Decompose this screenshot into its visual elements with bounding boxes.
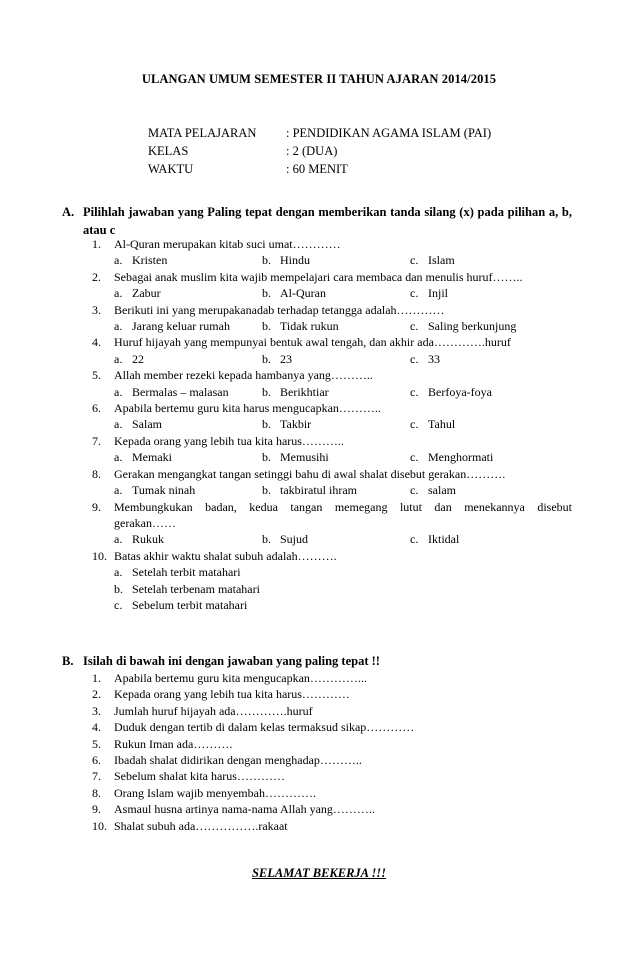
section-a-heading	[62, 203, 572, 239]
question-item	[92, 670, 572, 686]
question-text-continued: gerakan……	[114, 515, 176, 530]
answer-option	[410, 351, 440, 367]
question-item	[92, 466, 572, 482]
meta-value: : 2 (DUA)	[286, 144, 338, 158]
question-number: 6.	[92, 401, 101, 416]
question-item	[92, 719, 572, 735]
section-a-questions	[92, 236, 572, 613]
section-letter: B.	[62, 654, 74, 668]
question-text: Ibadah shalat didirikan dengan menghadap………..	[114, 753, 362, 768]
option-letter: a.	[114, 384, 123, 399]
question-text: Rukun Iman ada……….	[114, 736, 233, 751]
option-letter: b.	[262, 286, 271, 301]
option-text: Zabur	[132, 286, 161, 301]
option-letter: c.	[410, 351, 419, 366]
option-letter: a.	[114, 417, 123, 432]
question-text: Kepada orang yang lebih tua kita harus…………	[114, 687, 350, 702]
question-item	[92, 801, 572, 817]
option-text: Sujud	[280, 532, 309, 547]
option-letter: b.	[262, 351, 271, 366]
question-number: 9.	[92, 499, 101, 514]
section-b-heading	[62, 652, 380, 670]
option-letter: c.	[410, 384, 419, 399]
meta-key: WAKTU	[148, 162, 194, 176]
section-instruction: Isilah di bawah ini dengan jawaban yang paling tepat !!	[83, 654, 380, 668]
option-text: Tahul	[428, 417, 456, 432]
answer-option	[114, 318, 262, 334]
question-number: 5.	[92, 736, 101, 751]
option-text: 22	[132, 351, 144, 366]
option-letter: a.	[114, 450, 123, 465]
answer-option	[410, 531, 459, 547]
answer-options	[114, 384, 572, 400]
answer-options	[114, 252, 572, 268]
question-item	[92, 548, 572, 564]
meta-value: : PENDIDIKAN AGAMA ISLAM (PAI)	[286, 126, 492, 140]
answer-option	[114, 597, 572, 613]
option-letter: a.	[114, 483, 123, 498]
answer-option	[410, 252, 455, 268]
question-item	[92, 302, 572, 318]
option-letter: b.	[262, 483, 271, 498]
answer-option	[262, 252, 410, 268]
question-item	[92, 269, 572, 285]
question-number: 3.	[92, 703, 101, 718]
question-item	[92, 367, 572, 383]
question-item	[92, 334, 572, 350]
question-number: 8.	[92, 466, 101, 481]
question-text: Duduk dengan tertib di dalam kelas termaksud sikap…………	[114, 720, 415, 735]
exam-meta	[148, 124, 568, 178]
question-text: Kepada orang yang lebih tua kita harus………..	[114, 433, 344, 448]
option-text: Kristen	[132, 253, 168, 268]
answer-options	[114, 416, 572, 432]
option-text: Sebelum terbit matahari	[132, 597, 248, 612]
question-number: 1.	[92, 671, 101, 685]
option-text: Berikhtiar	[280, 384, 329, 399]
option-letter: b.	[262, 253, 271, 268]
answer-options	[114, 482, 572, 498]
question-number: 4.	[92, 720, 101, 735]
answer-option	[114, 482, 262, 498]
question-number: 4.	[92, 335, 101, 350]
answer-option	[410, 449, 493, 465]
option-letter: b.	[262, 450, 271, 465]
question-text: Gerakan mengangkat tangan setinggi bahu di awal shalat disebut gerakan……….	[114, 466, 506, 481]
question-number: 5.	[92, 368, 101, 383]
option-text: Al-Quran	[280, 286, 326, 301]
option-text: Menghormati	[428, 450, 494, 465]
option-text: Memaki	[132, 450, 172, 465]
option-text: Tumak ninah	[132, 483, 196, 498]
question-item	[92, 499, 572, 515]
question-number: 6.	[92, 753, 101, 768]
question-number: 10.	[92, 548, 107, 563]
option-text: Memusihi	[280, 450, 329, 465]
answer-options	[114, 285, 572, 301]
answer-option	[114, 449, 262, 465]
option-letter: b.	[114, 581, 123, 596]
option-text: 23	[280, 351, 292, 366]
option-letter: c.	[410, 483, 419, 498]
answer-option	[410, 416, 455, 432]
option-letter: c.	[114, 597, 123, 612]
option-text: Setelah terbit matahari	[132, 565, 241, 580]
option-text: Iktidal	[428, 532, 460, 547]
section-instruction: Pilihlah jawaban yang Paling tepat dengan memberikan tanda silang (x) pada pilihan a, b, atau c	[83, 205, 572, 237]
answer-option	[410, 285, 448, 301]
option-letter: c.	[410, 253, 419, 268]
option-text: 33	[428, 351, 440, 366]
answer-option	[114, 531, 262, 547]
question-text: Asmaul husna artinya nama-nama Allah yang………..	[114, 802, 375, 817]
question-text: Membungkukan badan, kedua tangan memegang lutut dan menekannya disebut	[114, 499, 572, 514]
meta-key: KELAS	[148, 144, 189, 158]
option-letter: c.	[410, 450, 419, 465]
exam-title: ULANGAN UMUM SEMESTER II TAHUN AJARAN 2014/2015	[141, 72, 497, 86]
meta-row-class	[148, 142, 568, 160]
answer-option	[410, 318, 516, 334]
question-text: Jumlah huruf hijayah ada………….huruf	[114, 703, 313, 718]
option-letter: b.	[262, 417, 271, 432]
question-number: 2.	[92, 269, 101, 284]
closing-message: SELAMAT BEKERJA !!!	[251, 866, 387, 880]
question-item	[92, 686, 572, 702]
option-letter: a.	[114, 565, 123, 580]
option-letter: a.	[114, 319, 123, 334]
option-letter: b.	[262, 532, 271, 547]
question-text: Sebagai anak muslim kita wajib mempelajari cara membaca dan menulis huruf……..	[114, 269, 523, 284]
question-number: 7.	[92, 433, 101, 448]
answer-option	[114, 351, 262, 367]
answer-option	[262, 416, 410, 432]
answer-option	[262, 318, 410, 334]
question-text: Shalat subuh ada…………….rakaat	[114, 818, 288, 833]
question-text: Huruf hijayah yang mempunyai bentuk awal tengah, dan akhir ada………….huruf	[114, 335, 511, 350]
meta-row-time	[148, 160, 568, 178]
option-text: takbiratul ihram	[280, 483, 357, 498]
option-text: Berfoya-foya	[428, 384, 492, 399]
answer-option	[114, 285, 262, 301]
option-letter: c.	[410, 319, 419, 334]
question-text: Allah member rezeki kepada hambanya yang………..	[114, 368, 373, 383]
answer-option	[114, 252, 262, 268]
answer-option	[114, 416, 262, 432]
answer-options	[114, 531, 572, 547]
question-text: Sebelum shalat kita harus…………	[114, 769, 285, 784]
option-letter: a.	[114, 286, 123, 301]
answer-options	[114, 318, 572, 334]
answer-option	[262, 351, 410, 367]
question-item	[92, 768, 572, 784]
option-text: Islam	[428, 253, 455, 268]
option-letter: a.	[114, 253, 123, 268]
question-text: Al-Quran merupakan kitab suci umat…………	[114, 237, 341, 251]
answer-options	[114, 351, 572, 367]
question-number: 10.	[92, 818, 107, 833]
question-number: 1.	[92, 237, 101, 251]
question-item	[92, 703, 572, 719]
option-text: Salam	[132, 417, 162, 432]
question-item	[92, 752, 572, 768]
option-letter: a.	[114, 532, 123, 547]
option-letter: a.	[114, 351, 123, 366]
answer-option	[410, 384, 492, 400]
answer-options	[114, 449, 572, 465]
answer-option	[410, 482, 456, 498]
option-letter: c.	[410, 417, 419, 432]
section-b-questions	[92, 670, 572, 834]
meta-key: MATA PELAJARAN	[148, 126, 257, 140]
question-text: Batas akhir waktu shalat subuh adalah……….	[114, 548, 337, 563]
answer-option	[262, 482, 410, 498]
question-item	[92, 400, 572, 416]
question-number: 3.	[92, 302, 101, 317]
answer-option	[114, 581, 572, 597]
question-item	[92, 236, 572, 252]
option-text: Rukuk	[132, 532, 165, 547]
answer-option	[262, 531, 410, 547]
section-letter: A.	[62, 205, 75, 219]
question-item	[92, 433, 572, 449]
question-text: Apabila bertemu guru kita mengucapkan…………...	[114, 671, 367, 685]
question-item	[92, 818, 572, 834]
option-text: Jarang keluar rumah	[132, 319, 230, 334]
question-number: 2.	[92, 687, 101, 702]
question-text: Apabila bertemu guru kita harus mengucapkan………..	[114, 401, 381, 416]
meta-row-subject	[148, 124, 568, 142]
option-text: Takbir	[280, 417, 312, 432]
meta-value: : 60 MENIT	[286, 162, 348, 176]
option-text: Bermalas – malasan	[132, 384, 229, 399]
question-number: 8.	[92, 785, 101, 800]
question-number: 9.	[92, 802, 101, 817]
question-text: Berikuti ini yang merupakanadab terhadap tetangga adalah…………	[114, 302, 445, 317]
answer-option	[262, 449, 410, 465]
option-text: Saling berkunjung	[428, 319, 517, 334]
option-text: Injil	[428, 286, 448, 301]
option-letter: b.	[262, 384, 271, 399]
question-item	[92, 785, 572, 801]
option-text: Setelah terbenam matahari	[132, 581, 260, 596]
answer-option	[262, 285, 410, 301]
option-letter: c.	[410, 532, 419, 547]
option-letter: c.	[410, 286, 419, 301]
answer-option	[262, 384, 410, 400]
option-text: Tidak rukun	[280, 319, 339, 334]
option-text: Hindu	[280, 253, 310, 268]
answer-option	[114, 384, 262, 400]
question-item	[92, 736, 572, 752]
option-letter: b.	[262, 319, 271, 334]
question-number: 7.	[92, 769, 101, 784]
option-text: salam	[428, 483, 456, 498]
question-text: Orang Islam wajib menyembah………….	[114, 785, 316, 800]
answer-option	[114, 564, 572, 580]
